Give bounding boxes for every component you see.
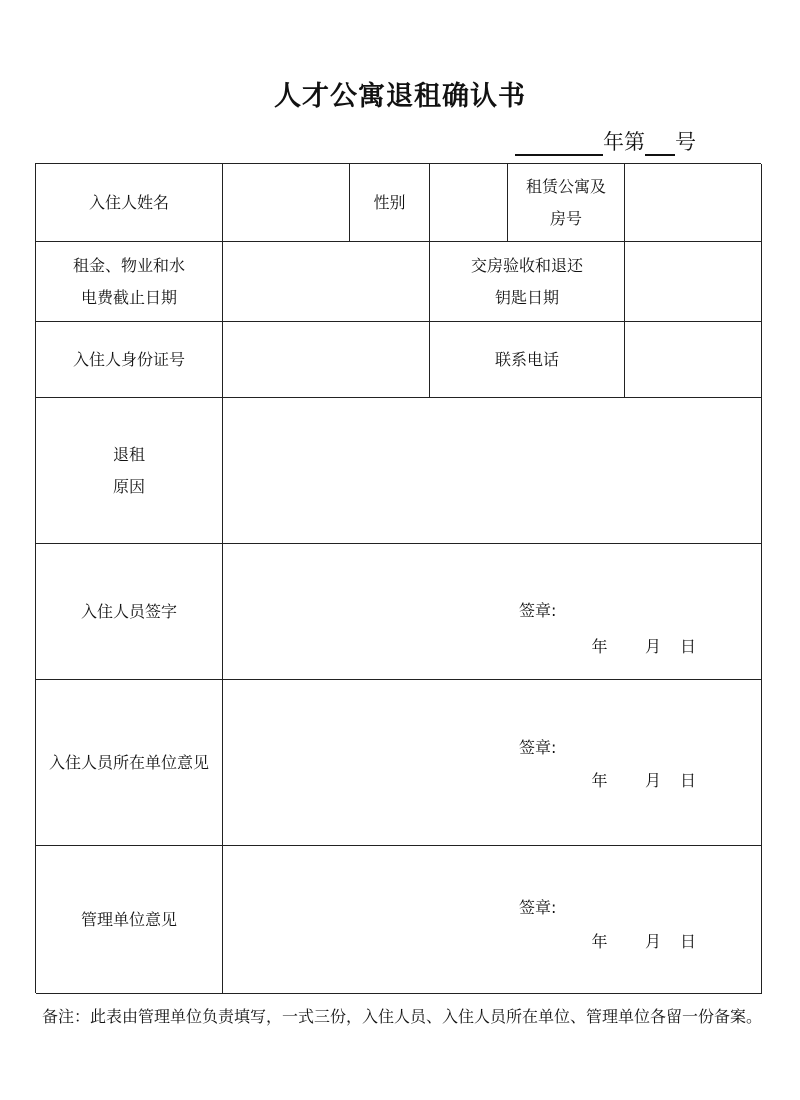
year-suffix: 年第: [603, 130, 645, 154]
employer-opinion-label: 入住人员所在单位意见: [48, 752, 209, 772]
gender-value-cell[interactable]: [430, 164, 508, 242]
rent-end-label: 租金、物业和水电费截止日期: [72, 255, 185, 307]
number-suffix: 号: [675, 130, 696, 154]
phone-label: 联系电话: [494, 349, 559, 369]
apartment-label: 租赁公寓及房号: [525, 176, 606, 228]
page-title: 人才公寓退租确认书: [274, 81, 526, 112]
resident-sign-label: 入住人员签字: [80, 601, 177, 621]
footer-note: 备注：此表由管理单位负责填写，一式三份，入住人员、入住人员所在单位、管理单位各留一份备案。: [42, 1007, 763, 1026]
name-label: 入住人姓名: [88, 192, 169, 212]
number-blank[interactable]: [645, 132, 675, 156]
day-label: 日: [680, 771, 697, 790]
management-opinion-label: 管理单位意见: [80, 909, 177, 929]
resident-sign-value-cell[interactable]: [223, 544, 762, 680]
phone-label-cell: [430, 322, 625, 398]
year-label: 年: [591, 771, 608, 790]
month-label: 月: [644, 932, 661, 951]
resident-seal-label: 签章:: [519, 601, 557, 620]
month-label: 月: [644, 771, 661, 790]
reason-value-cell[interactable]: [223, 398, 762, 544]
month-label: 月: [644, 637, 661, 656]
id-value-cell[interactable]: [223, 322, 430, 398]
id-label-cell: [36, 322, 223, 398]
handover-label: 交房验收和退还钥匙日期: [470, 255, 583, 307]
rent-end-value-cell[interactable]: [223, 242, 430, 322]
employer-sign-date: [573, 765, 696, 797]
day-label: 日: [680, 637, 697, 656]
handover-value-cell[interactable]: [625, 242, 762, 322]
day-label: 日: [680, 932, 697, 951]
management-opinion-label-cell: [36, 846, 223, 994]
reason-label: 退租原因: [112, 444, 145, 496]
document-number: [515, 126, 696, 156]
management-opinion-value-cell[interactable]: [223, 846, 762, 994]
confirmation-form-table: [35, 163, 761, 993]
employer-opinion-value-cell[interactable]: [223, 680, 762, 846]
resident-sign-label-cell: [36, 544, 223, 680]
handover-label-cell: [430, 242, 625, 322]
name-value-cell[interactable]: [223, 164, 350, 242]
id-label: 入住人身份证号: [72, 349, 185, 369]
management-sign-date: [573, 926, 696, 958]
reason-label-cell: [36, 398, 223, 544]
name-label-cell: [36, 164, 223, 242]
resident-sign-date: [573, 631, 696, 663]
year-label: 年: [591, 637, 608, 656]
phone-value-cell[interactable]: [625, 322, 762, 398]
rent-end-label-cell: [36, 242, 223, 322]
apartment-value-cell[interactable]: [625, 164, 762, 242]
year-label: 年: [591, 932, 608, 951]
gender-label-cell: [350, 164, 430, 242]
management-seal-label: 签章:: [519, 898, 557, 917]
apartment-label-cell: [508, 164, 625, 242]
employer-opinion-label-cell: [36, 680, 223, 846]
employer-seal-label: 签章:: [519, 738, 557, 757]
year-blank[interactable]: [515, 132, 603, 156]
gender-label: 性别: [373, 192, 406, 212]
